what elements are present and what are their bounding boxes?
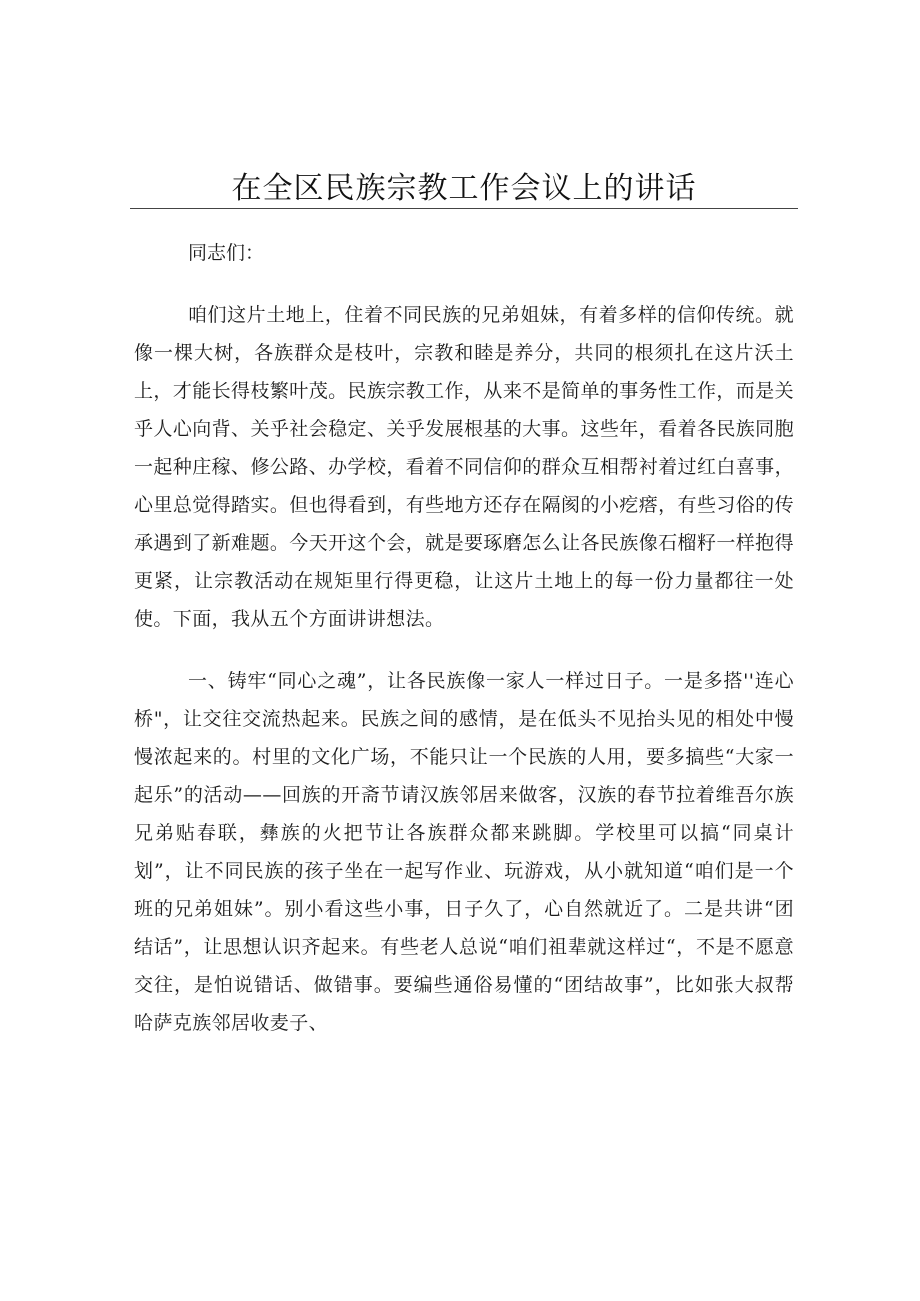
document-body [134,234,794,1042]
spacer [134,638,794,662]
greeting: 同志们： [188,242,265,264]
document-title: 在全区民族宗教工作会议上的讲话 [231,171,697,206]
title-underline [130,208,798,209]
spacer [134,272,794,296]
paragraph-intro: 咱们这片土地上，住着不同民族的兄弟姐妹，有着多样的信仰传统。就像一棵大树，各族群众是枝叶，宗教和睦是养分，共同的根须扎在这片沃土上，才能长得枝繁叶茂。民族宗教工作，从来不是简单的事务性工作，而是关乎人心向背、关乎社会稳定、关乎发展根基的大事。这些年，看着各民族同胞一起种庄稼、修公路、办学校，看着不同信仰的群众互相帮衬着过红白喜事，心里总觉得踏实。但也得看到，有些地方还存在隔阂的小疙瘩，有些习俗的传承遇到了新难题。今天开这个会，就是要琢磨怎么让各民族像石榴籽一样抱得更紧，让宗教活动在规矩里行得更稳，让这片土地上的每一份力量都往一处使。下面，我从五个方面讲讲想法。 [134,304,794,630]
paragraph-section-one: 一、铸牢“同心之魂”，让各民族像一家人一样过日子。一是多搭''连心桥"，让交往交流热起来。民族之间的感情，是在低头不见抬头见的相处中慢慢浓起来的。村里的文化广场，不能只让一个民族的人用，要多搞些“大家一起乐”的活动——回族的开斋节请汉族邻居来做客，汉族的春节拉着维吾尔族兄弟贴春联，彝族的火把节让各族群众都来跳脚。学校里可以搞“同桌计划”，让不同民族的孩子坐在一起写作业、玩游戏，从小就知道“咱们是一个班的兄弟姐妹”。别小看这些小事，日子久了，心自然就近了。二是共讲“团结话”，让思想认识齐起来。有些老人总说“咱们祖辈就这样过“，不是不愿意交往，是怕说错话、做错事。要编些通俗易懂的“团结故事”，比如张大叔帮哈萨克族邻居收麦子、 [134,670,794,1034]
